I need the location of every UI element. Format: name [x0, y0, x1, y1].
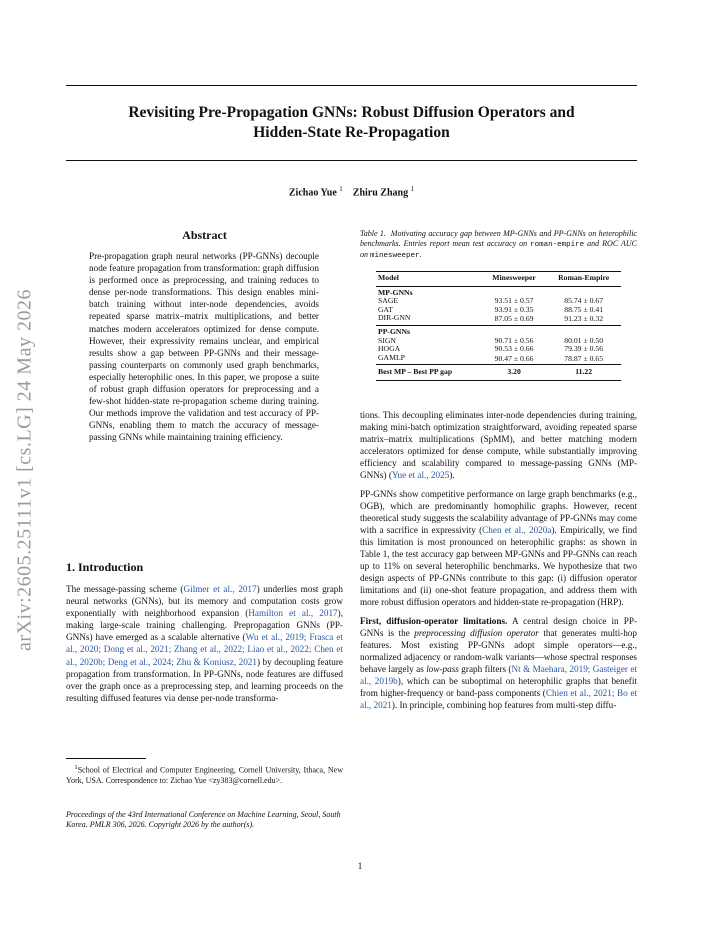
body-text: A central design choice in PP-GNNs is the	[360, 615, 637, 638]
table-cell: 93.91 ± 0.35	[494, 304, 534, 314]
footnote-mark: 1	[74, 764, 78, 771]
abstract-body: Pre-propagation graph neural networks (PP-GNNs) decouple node feature propagation from transformation: graph diffusion is performed once as preprocessing, and training reduces to dense per-node transformations. This design enables mini-batch training without inter-node dependencies, avoids repeated sparse matrix–matrix multiplications, and better matches modern accelerators optimized for dense compute. However, their expressivity remains unclear, and empirical results show a gap between PP-GNNs and their message-passing counterparts on commonly used graph benchmarks, especially heterophilic ones. In this paper, we propose a suite of robust graph diffusion operators for preprocessing and a few-shot hidden-state re-propagation scheme during training. Our methods improve the validation and test accuracy of PP-GNNs, enabling them to match the accuracy of message-passing GNNs while maintaining training efficiency.	[89, 251, 319, 443]
author-1-affiliation: 1	[339, 185, 343, 193]
table-row	[376, 306, 621, 315]
table-header-cell: Model	[376, 272, 482, 287]
footnote-rule	[66, 758, 146, 759]
title-bottom-rule	[66, 160, 637, 161]
caption-dataset-name: minesweeper	[370, 252, 420, 260]
table-group-row	[376, 325, 621, 336]
table-caption	[360, 229, 637, 261]
citation-link[interactable]: Chien et al., 2021; Bo et al., 2021	[360, 688, 637, 711]
table-cell: GAT	[378, 304, 393, 314]
title-top-rule	[66, 85, 637, 86]
table-cell: 90.71 ± 0.56	[494, 335, 534, 345]
emphasis-text: low-pass	[426, 663, 459, 674]
emphasis-text: preprocessing diffusion operator	[414, 627, 539, 638]
table-header-cell: Roman-Empire	[546, 272, 621, 287]
right-column-body	[360, 409, 637, 717]
proceedings-note	[66, 810, 343, 830]
body-text: PP-GNNs show competitive performance on large graph benchmarks (e.g., OGB), which are predominantly homophilic graphs. However, recent theoretical study suggests the scalability advantage of PP-GNNs may come with a sacrifice in expressivity (	[360, 488, 637, 535]
paper-title	[66, 103, 637, 143]
right-paragraph-3	[360, 615, 637, 712]
paper-title-line-2: Hidden-State Re-Propagation	[253, 124, 450, 141]
body-text: ). Empirically, we find this limitation is most pronounced on heterophilic graphs: as shown in Table 1, the test accuracy gap between MP-GNNs and PP-GNNs can reach up to 11% on several heterophilic benchmarks. We hypothesize that two design aspects of PP-GNNs contribute to this gap: (i) diffusion operator limitations and (ii) one-shot feature propagation, and address them with more robust diffusion operators and hidden-state re-propagation (HRP).	[360, 524, 637, 608]
paragraph-runin-heading: First, diffusion-operator limitations.	[360, 615, 508, 626]
affiliation-footnote	[66, 763, 343, 786]
body-text: tions. This decoupling eliminates inter-node dependencies during training, making mini-batch optimization straightforward, avoiding repeated sparse matrix–matrix multiplications (SpMM), and better matching modern accelerators optimized for dense compute, while substantially improving efficiency and scalability compared to message-passing GNNs (MP-GNNs) (	[360, 410, 637, 481]
intro-text: ) by decoupling feature propagation from transformation. In PP-GNNs, node features are diffused over the graph once as a preprocessing step, and learning proceeds on the resulting diffused features via dense per-node transforma-	[66, 656, 343, 703]
arxiv-stamp	[5, 260, 45, 680]
intro-paragraph-block	[66, 583, 343, 704]
caption-text: .	[419, 250, 422, 259]
citation-link[interactable]: Hamilton et al., 2017	[248, 608, 338, 619]
author-list	[66, 185, 637, 198]
table-cell: 78.87 ± 0.65	[564, 353, 604, 363]
table-cell: GAMLP	[378, 352, 405, 362]
caption-dataset-name: roman-empire	[530, 241, 585, 249]
table-row	[376, 345, 621, 354]
table-label: Table 1.	[360, 229, 386, 238]
citation-link[interactable]: Yue et al., 2025	[391, 470, 450, 481]
table-cell: 88.75 ± 0.41	[564, 304, 604, 314]
body-text: ).	[449, 470, 455, 481]
body-text: that generates multi-hop features. Most existing PP-GNNs adopt simple operators—e.g., normalized adjacency or random-walk variants—whose spectral responses behave largely as	[360, 627, 637, 674]
citation-link[interactable]: Nt & Maehara, 2019; Gasteiger et al., 2019b	[360, 663, 637, 686]
paper-title-line-1: Revisiting Pre-Propagation GNNs: Robust Diffusion Operators and	[128, 104, 575, 121]
table-cell: 79.39 ± 0.56	[564, 344, 604, 354]
table-cell: 90.47 ± 0.66	[494, 353, 534, 363]
table-cell: 91.23 ± 0.32	[564, 314, 604, 324]
body-text: ). In principle, combining hop features from multi-step diffu-	[391, 700, 617, 711]
proceedings-text: Proceedings of the 43rd International Conference on Machine Learning, Seoul, South Korea. PMLR 306, 2026. Copyright 2026 by the author(s).	[66, 810, 341, 829]
author-1: Zichao Yue	[288, 187, 337, 199]
table-row	[376, 314, 621, 325]
body-text: ), which can be suboptimal on heterophilic graphs that benefit from higher-frequency or band-pass components (	[360, 675, 637, 699]
intro-text: ), making large-scale training challenging. Prepropagation GNNs (PP-GNNs) have emerged as a scalable alternative (	[66, 608, 344, 643]
table-cell: SAGE	[378, 296, 399, 306]
table-cell: SIGN	[378, 335, 396, 345]
table-cell: 11.22	[546, 365, 621, 381]
table-cell: 87.05 ± 0.69	[494, 314, 534, 324]
abstract-heading: Abstract	[182, 228, 227, 242]
table-summary-row	[376, 365, 621, 381]
right-paragraph-1	[360, 409, 637, 482]
table-cell: 85.74 ± 0.67	[564, 296, 604, 306]
table-cell: 90.53 ± 0.66	[494, 344, 534, 354]
table-group-label: MP-GNNs	[378, 287, 413, 297]
table-header-row	[376, 272, 621, 287]
table-header-cell: Minesweeper	[482, 272, 546, 287]
table-group-label: PP-GNNs	[376, 325, 621, 336]
intro-text: ) underlies most graph neural networks (GNNs), but its memory and computation costs grow exponentially with neighborhood expansion (	[66, 584, 343, 619]
citation-link[interactable]: Gilmer et al., 2017	[183, 584, 257, 594]
section-heading-introduction: 1. Introduction	[66, 560, 144, 574]
table-cell: HOGA	[378, 344, 401, 354]
intro-paragraph-1	[66, 583, 343, 704]
table-cell: 80.01 ± 0.50	[564, 335, 604, 345]
results-table	[376, 271, 621, 381]
intro-text: The message-passing scheme (	[66, 584, 184, 594]
right-paragraph-2	[360, 488, 637, 609]
page-number: 1	[357, 862, 363, 872]
table-cell: Best MP – Best PP gap	[376, 365, 482, 381]
table-cell: 93.51 ± 0.57	[494, 296, 534, 306]
citation-link[interactable]: Chen et al., 2020a	[482, 524, 552, 535]
citation-link[interactable]: Wu et al., 2019; Frasca et al., 2020; Dong et al., 2021; Zhang et al., 2022; Liao et al., 2022; Chen et al., 2020b; Deng et al., 2024; Zhu & Koniusz, 2021	[66, 632, 343, 667]
table-cell: 3.20	[482, 365, 546, 381]
table-row	[376, 354, 621, 365]
author-2: Zhiru Zhang	[352, 187, 409, 199]
caption-text: Motivating accuracy gap between MP-GNNs and PP-GNNs on heterophilic benchmarks. Entries report mean test accuracy on	[360, 229, 637, 248]
caption-text: and ROC AUC on	[360, 239, 637, 259]
table-cell: DIR-GNN	[378, 313, 411, 323]
arxiv-stamp-text: arXiv:2605.25111v1 [cs.LG] 24 May 2026	[13, 289, 36, 651]
footnote-text: School of Electrical and Computer Engineering, Cornell University, Ithaca, New York, USA. Correspondence to: Zichao Yue <zy383@cornell.edu>.	[66, 765, 344, 785]
author-2-affiliation: 1	[410, 185, 415, 193]
body-text: graph filters (	[458, 663, 512, 674]
